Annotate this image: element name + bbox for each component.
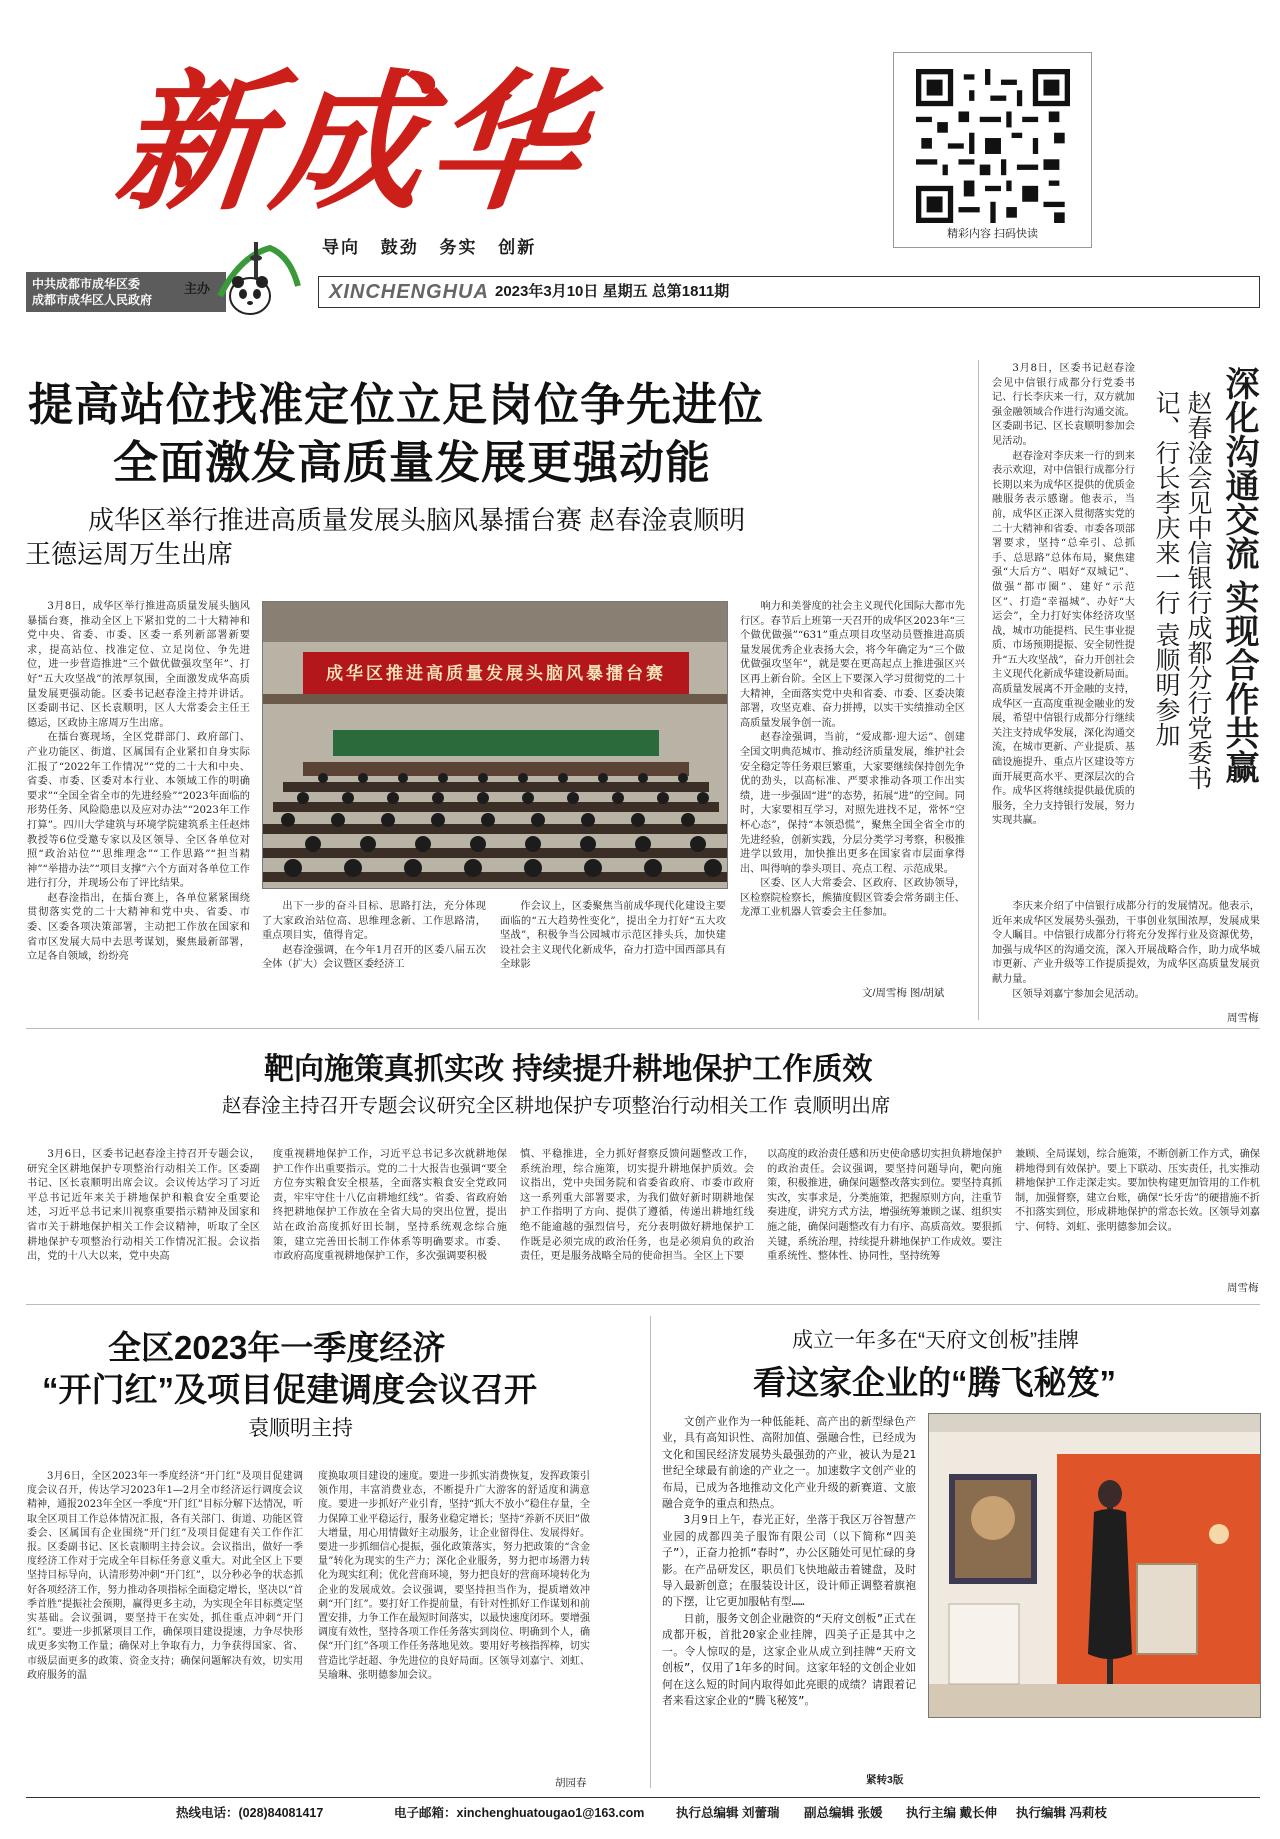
footer-bar [26, 1797, 1260, 1827]
culture-title: 看这家企业的“腾飞秘笈” [753, 1364, 1116, 1401]
farmland-paragraph: 3月6日，区委书记赵春淦主持召开专题会议，研究全区耕地保护专项整治行动相关工作。区委副书记、区长袁顺明出席会议。会议传达学习了习近平总书记近年来关于耕地保护和粮食安全重要论述，习近平总书记来川视察重要指示精神及国家和省市关于耕地保护相关工作会议精神，听取了全区耕地保护专项整治行动相关工作情况汇报。会议指出，党的十八大以来，党中央高 [27, 1149, 260, 1263]
lead-subtitle-line-2: 王德运周万生出席 [25, 539, 234, 569]
side-paragraph: 赵春淦对李庆来一行的到来表示欢迎，对中信银行成都分行长期以来为成华区提供的优质金融服务表示感谢。他表示，当前，成华区正深入贯彻落实党的二十大精神和省委、市委各项部署要求，坚持“总牵引、总抓手、总思路”总体布局，聚焦建强“大后方”、唱好“双城记”、做强“都市圈”、建好“示范区”、打造“幸福城”、办好“大运会”，全力打好实体经济攻坚战，城市功能提档、民生事业提质、市场预期提振、安全韧性提升“五大攻坚战”，奋力开创社会主义现代化新成华建设新局面。高质量发展离不开金融的支持，成华区一直高度重视金融业的发展，希望中信银行成都分行继续关注支持成华发展，深化沟通交流，在城市更新、产业提质、基础设施提升、重点片区建设等方面开展更高水平、更深层次的合作。成华区将继续提供最优质的服务，全力支持银行发展，努力实现共赢。 [992, 450, 1135, 827]
section-rule [26, 1028, 1260, 1029]
culture-paragraph: 3月9日上午，春光正好，坐落于我区万谷智慧产业园的成都四美子服饰有限公司（以下简称“四美子”），正奋力抢抓“春时”，办公区随处可见忙碌的身影。在产品研发区，职员们飞快地敲击着键盘，及时导入最新创意；在服装设计区，设计师正调整着旗袍的下摆，让它更加服帖有型…… [662, 1513, 916, 1609]
lead-column-2 [262, 900, 486, 1004]
masthead-pinyin: XINCHENGHUA [329, 281, 489, 303]
lead-subtitle-line-1: 成华区举行推进高质量发展头脑风暴擂台赛 赵春淦袁顺明 [88, 505, 746, 535]
qr-box[interactable] [893, 52, 1092, 248]
lead-paragraph: 在擂台赛现场，全区党群部门、政府部门、产业功能区、街道、区属国有企业紧扣自身实际汇报了“2022年工作情况”“党的二十大和中央、省委、市委、区委对本行业、本领域工作的明确要求”“全国全省全市的先进经验”“2023年面临的形势任务、风险隐患以及应对办法”“2023年工作打算”。四川大学建筑与环境学院建筑系主任赵炜教授等6位受邀专家以及区领导、全区各单位对照“政治站位”“思维理念”“工作思路”“担当精神”“举措办法”“项目支撑”六个方面对各单位工作进行打分，并现场公布了评比结果。 [27, 732, 250, 890]
lead-column-1 [27, 600, 250, 1004]
lead-paragraph: 赵春淦强调，在今年1月召开的区委八届五次全体（扩大）会议暨区委经济工 [262, 944, 486, 971]
panda-tower-icon [210, 236, 302, 320]
slogan [322, 233, 550, 258]
economy-byline: 胡园春 [555, 1777, 587, 1789]
side-subtitle-1: 赵春淦会见中信银行成都分行党委书 [1184, 390, 1212, 790]
lead-byline: 文/周雪梅 图/胡斌 [862, 987, 945, 999]
photo-banner: 成华区推进高质量发展头脑风暴擂台赛 [326, 664, 666, 683]
shop-photo [928, 1413, 1261, 1718]
lead-paragraph: 赵春淦指出，在擂台赛上，各单位紧紧围绕贯彻落实党的二十大精神和党中央、省委、市委、区委各项决策部署，主动把工作放在国家和省市区发展大局中去思考谋划，聚焦最新部署，立足各自领域，纷纷亮 [27, 892, 250, 963]
economy-title-line-2: “开门红”及项目促建调度会议召开 [42, 1371, 537, 1408]
sponsor-line-1: 中共成都市成华区委 [32, 277, 141, 291]
side-byline: 周雪梅 [1227, 1012, 1259, 1024]
farmland-column-1 [27, 1148, 260, 1294]
issue-date: 2023年3月10日 星期五 总第1811期 [495, 283, 730, 300]
culture-paragraph: 日前，服务文创企业融资的“天府文创板”正式在成都开板，首批20家企业挂牌，四美子正是其中之一。令人惊叹的是，这家企业从成立到挂牌“天府文创板”，仅用了1年多的时间。这家年轻的文创企业如何在这么短的时间内取得如此亮眼的成绩？请跟着记者来看这家企业的“腾飞秘笈”。 [662, 1611, 916, 1707]
economy-paragraph: 度换取项目建设的速度。要进一步抓实消费恢复，发挥政策引领作用，丰富消费业态，不断提升广大游客的舒适度和满意度。要进一步抓好产业引育，坚持“抓大不放小”稳住存量，全力保障工业平稳运行，服务业稳定增长；坚持“养新不厌旧”做大增量，用心用情做好主动服务，让企业留得住、发展得好。要进一步抓细信心提振，强化政策落实，努力把政策的“含金量”转化为现实的生产力；深化企业服务，努力把市场潜力转化为现实红利；优化营商环境，努力把良好的营商环境转化为企业的发展成效。会议强调，要坚持担当作为，提质增效冲刺“开门红”。要打好工作提前量，有针对性抓好工作谋划和前置安排，力争工作在最短时间落实，以最快速度闭环。要增强调度有效性，坚持各项工作任务落实到岗位、明确到个人，确保“开门红”各项工作任务落地见效。要用好考核指挥棒，切实营造比学赶超、争先进位的良好局面。区领导刘嘉宁、刘虹、吴瑜琳、张明德参加会议。 [318, 1471, 590, 1681]
farmland-paragraph: 慎、平稳推进，全力抓好督察反馈问题整改工作，系统治理，综合施策，切实提升耕地保护质效。会议指出，党中央国务院和省委省政府、市委市政府这一系列重大部署要求，为我们做好新时期耕地保护工作指明了方向、提供了遵循，传递出耕地红线绝不能逾越的强烈信号，充分表明做好耕地保护工作既是必须完成的政治任务，也是必须肩负的政治责任，更是服务战略全局的使命担当。全区上下要 [520, 1149, 754, 1263]
culture-paragraph: 文创产业作为一种低能耗、高产出的新型绿色产业，具有高知识性、高附加值、强融合性，已经成为文化和国民经济发展势头最强劲的产业，被认为是21世纪全球最有前途的产业之一。加速数字文创产业的布局，已成为各地推动文化产业升级的新赛道、文旅融合竞争的重点和热点。 [662, 1415, 916, 1511]
column-divider [650, 1316, 651, 1788]
farmland-column-4 [767, 1148, 1002, 1294]
logo-text: 新成华 [108, 55, 596, 231]
farmland-column-2 [273, 1148, 507, 1294]
farmland-byline: 周雪梅 [1227, 1282, 1259, 1294]
footer-deputy-editor: 副总编辑 张媛 [804, 1806, 883, 1820]
lead-paragraph: 3月8日，成华区举行推进高质量发展头脑风暴擂台赛，推动全区上下紧扣党的二十大精神和党中央、省委、市委、区委一系列新部署新要求，提高站位、找准定位、立足岗位、争先进位，进一步营造推进“三个做优做强攻坚年”、打好“五大攻坚战”的浓厚氛围，全面激发成华高质量发展更强动能。区委书记赵春淦主持并讲话。区委副书记、区长袁顺明，区人大常委会主任王德运，区政协主席周万生出席。 [27, 601, 250, 729]
culture-kicker: 成立一年多在“天府文创板”挂牌 [792, 1329, 1079, 1352]
lead-paragraph: 作会议上，区委聚焦当前成华现代化建设主要面临的“五大趋势性变化”，提出全力打好“五大攻坚战”，积极争当公园城市示范区排头兵，加快建设社会主义现代化新成华，奋力打造中国西部具有全球影 [500, 901, 726, 971]
lead-paragraph: 出下一步的奋斗目标、思路打法，充分体现了大家政治站位高、思维理念新、工作思路清，重点项目实，值得肯定。 [262, 901, 486, 942]
meeting-hall-illustration [263, 602, 728, 889]
lead-paragraph: 响力和美誉度的社会主义现代化国际大都市先行区。春节后上班第一天召开的成华区2023年“三个做优做强”“631”重点项目攻坚动员暨推进高质量发展优秀企业表扬大会，将今年确定为“三个做优做强攻坚年”，就是要在更高起点上推进强区兴区再上新台阶。全区上下要深入学习贯彻党的二十大精神，全面落实党中央和省委、市委、区委决策部署，攻坚克难、奋力拼搏，以实干实绩推动全区高质量发展争创一流。 [740, 601, 965, 729]
masthead-logo [108, 48, 678, 238]
side-body-lower [992, 900, 1260, 1004]
footer-hotline: 热线电话：(028)84081417 [176, 1806, 324, 1820]
economy-column-1 [27, 1470, 303, 1790]
dateline-bar [318, 276, 1260, 308]
sponsor-suffix: 主办 [184, 281, 211, 296]
sponsor-line-2: 成都市成华区人民政府 [32, 293, 153, 307]
farmland-paragraph: 以高度的政治责任感和历史使命感切实担负耕地保护的政治责任。会议强调，要坚持问题导向，靶向施策，积极推进，确保问题整改落实到位。要坚持真抓实改，实事求是，分类施策，把握原则方向，注重节奏进度，讲究方式方法，增强统筹兼顾之谋、组织实施之能，确保问题整改有力有序、高质高效。要狠抓关键，系统治理，持续提升耕地保护工作成效。要注重系统性、整体性、协同性，坚持统筹 [767, 1149, 1002, 1263]
economy-subtitle: 袁顺明主持 [248, 1417, 353, 1440]
economy-paragraph: 3月6日，全区2023年一季度经济“开门红”及项目促建调度会议召开，传达学习2023年1—2月全市经济运行调度会议精神，通报2023年全区一季度“开门红”目标分解下达情况，听取全区项目工作总体情况汇报，各有关部门、街道、功能区管委会、区属国有企业围绕“开门红”及项目促建有关工作作汇报。区委副书记、区长袁顺明主持会议。会议指出，做好一季度经济工作对于完成全年目标任务意义重大。对此全区上下要坚持目标导向，认清形势冲刺“开门红”，以分秒必争的状态抓好各项经济工作，努力推动各项指标全面稳定增长，坚决以“首季首胜”提振社会预期，赢得更多主动，为实现全年目标奠定坚实基础。会议强调，要坚持干在实处，抓住重点冲刺“开门红”。要进一步抓紧项目工作，确保项目建设提速，力争尽快形成更多实物工作量；确保对上争取有力，力争获得国家、省、市级层面更多的政策、资金支持；确保问题解决有效，切实用政府服务的温 [27, 1471, 303, 1681]
side-title: 深化沟通交流 实现合作共赢 [1220, 366, 1258, 784]
lead-title-line-2: 全面激发高质量发展更强动能 [113, 437, 712, 488]
shop-interior-illustration [929, 1414, 1261, 1718]
slogan-1: 导向 [322, 238, 360, 257]
farmland-title: 靶向施策真抓实改 持续提升耕地保护工作质效 [264, 1053, 873, 1086]
culture-body [662, 1414, 916, 1774]
lead-paragraph: 赵春淦强调，当前，“爱成都·迎大运”、创建全国文明典范城市、推动经济质量发展，维护社会安全稳定等任务艰巨繁重，大家要继续保持创先争优的劲头，以高标准、严要求推动各项工作出实绩，进一步强固“进”的态势，拓展“进”的空间。同时，大家要相互学习，对照先进找不足，常怀“空杯心态”，保持“本领恐慌”，聚焦全国全省全市的先进经验，创新实践，分层分类学习考察，积极推进学以致用，加快推出更多在国家省市层面拿得出、叫得响的拳头项目、亮点工程、示范成果。 [740, 732, 965, 875]
farmland-subtitle: 赵春淦主持召开专题会议研究全区耕地保护专项整治行动相关工作 袁顺明出席 [222, 1095, 891, 1117]
side-subtitle-2: 记、行长李庆来一行 袁顺明参加 [1152, 390, 1180, 747]
lead-column-3 [500, 900, 726, 1004]
slogan-2: 鼓劲 [380, 238, 419, 257]
section-rule [26, 1304, 1260, 1305]
slogan-3: 务实 [439, 238, 478, 257]
farmland-column-3 [520, 1148, 754, 1294]
slogan-4: 创新 [498, 238, 537, 257]
footer-exec-chief: 执行主编 戴长伸 [906, 1806, 997, 1820]
footer-exec-editor: 执行总编辑 刘蕾瑞 [676, 1806, 780, 1820]
side-paragraph: 3月8日，区委书记赵春淦会见中信银行成都分行党委书记、行长李庆来一行，双方就加强金融领域合作进行沟通交流。区委副书记、区长袁顺明参加会见活动。 [992, 363, 1135, 447]
column-divider [978, 360, 979, 1020]
farmland-paragraph: 兼顾、全局谋划，综合施策，不断创新工作方式，确保耕地得到有效保护。要上下联动、压实责任，扎实推动耕地保护工作走深走实。要加快构建更加管用的工作机制，加强督察，建立台账，确保“长牙齿”的硬措施不折不扣落实到位，形成耕地保护的常态长效。区领导刘嘉宁、何特、刘虹、张明德参加会议。 [1015, 1149, 1260, 1233]
qr-code-icon [916, 69, 1070, 223]
qr-caption: 精彩内容 扫码快读 [946, 228, 1039, 240]
economy-column-2 [318, 1470, 590, 1780]
lead-column-4 [740, 600, 965, 996]
side-paragraph: 区领导刘嘉宁参加会见活动。 [1012, 988, 1145, 1000]
farmland-paragraph: 度重视耕地保护工作，习近平总书记多次就耕地保护工作作出重要指示。党的二十大报告也强调“要全方位夯实粮食安全根基，全面落实粮食安全党政同责，牢牢守住十八亿亩耕地红线”。省委、省政府始终把耕地保护工作放在全省大局的突出位置，提出站在政治高度抓好田长制，坚持系统观念综合施策，建立完善田长制工作体系等明确要求。市委、市政府高度重视耕地保护工作，多次强调要积极 [273, 1149, 507, 1263]
lead-paragraph: 区委、区人大常委会、区政府、区政协领导，区检察院检察长，熊猫度假区管委会常务副主任、龙潭工业机器人管委会主任参加。 [740, 878, 965, 919]
side-paragraph: 李庆来介绍了中信银行成都分行的发展情况。他表示，近年来成华区发展势头强劲，干事创业氛围浓厚，发展成果令人瞩目。中信银行成都分行将充分发挥行业及资源优势，加强与成华区的沟通交流，深入开展战略合作，助力成华城市更新、产业升级等工作提质提效，为成华区高质量发展贡献力量。 [992, 901, 1260, 985]
economy-title-line-1: 全区2023年一季度经济 [108, 1329, 446, 1366]
meeting-photo [262, 601, 728, 889]
culture-continued: 紧转3版 [866, 1774, 904, 1786]
footer-email[interactable]: 电子邮箱：xinchenghuatougao1@163.com [394, 1806, 645, 1820]
footer-exec-edit: 执行编辑 冯莉枝 [1016, 1806, 1107, 1820]
lead-title-line-1: 提高站位找准定位立足岗位争先进位 [28, 379, 765, 430]
farmland-column-5 [1015, 1148, 1260, 1278]
